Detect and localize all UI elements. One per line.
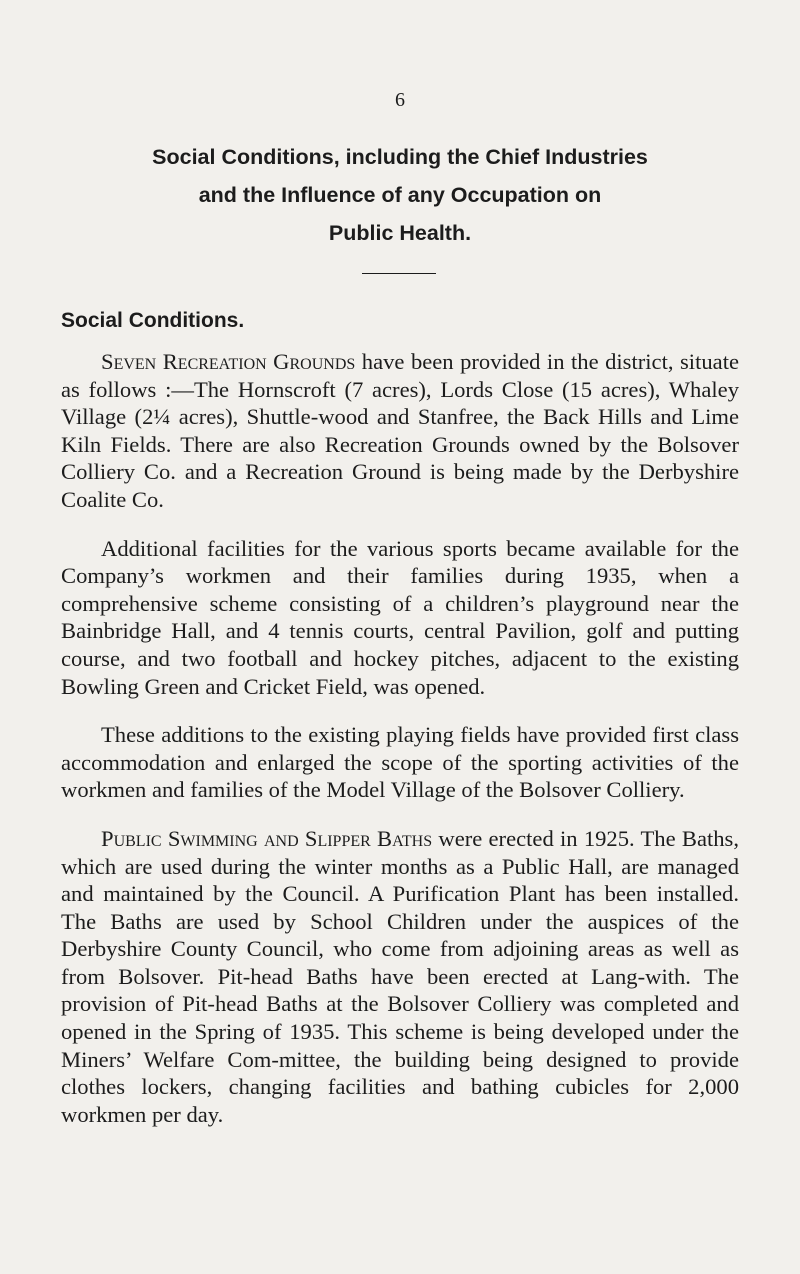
chapter-heading-line-2: and the Influence of any Occupation on (198, 183, 602, 207)
chapter-heading (70, 138, 730, 252)
divider-rule (362, 273, 436, 274)
paragraph-lead: Seven Recreation Grounds (101, 349, 356, 374)
chapter-heading-line-3: Public Health. (328, 221, 472, 245)
chapter-heading-line-1: Social Conditions, including the Chief Industries (152, 145, 648, 169)
section-title: Social Conditions. (61, 309, 245, 332)
paragraph-text: These additions to the existing playing fields have provided first class accommodation and enlarged the scope of the sporting activities of the workmen and families of the Model Village of the Bolsover Colliery. (61, 722, 739, 803)
paragraph-lead: Public Swimming and Slipper Baths (101, 825, 433, 851)
paragraph (61, 825, 739, 1129)
paragraph-text: Additional facilities for the various sports became available for the Company’s workmen and their families during 1935, when a comprehensive scheme consisting of a children’s playground near the Bainbridge Hall, and 4 tennis courts, central Pavilion, golf and putting course, and two football and hockey pitches, adjacent to the existing Bowling Green and Cricket Field, was opened. (61, 535, 739, 699)
paragraph (61, 535, 739, 701)
paragraph-text: were erected in 1925. The Baths, which are used during the winter months as a Public Hall, are managed and maintained by the Council. A Purification Plant has been installed. The Baths are used by School Children under the auspices of the Derbyshire County Council, who come from adjoining areas as well as from Bolsover. Pit-head Baths have been erected at Lang-with. The provision of Pit-head Baths at the Bolsover Colliery was completed and opened in the Spring of 1935. This scheme is being developed under the Miners’ Welfare Com-mittee, the building being designed to provide clothes lockers, changing facilities and bathing cubicles for 2,000 workmen per day. (61, 825, 739, 1127)
body-text (61, 348, 739, 1149)
page-number: 6 (395, 89, 405, 111)
paragraph (61, 348, 739, 514)
paragraph-text: have been provided in the district, situate as follows :—The Hornscroft (7 acres), Lords Close (15 acres), Whaley Village (2¼ acres), Shuttle-wood and Stanfree, the Back Hills and Lime Kiln Fields. There are also Recreation Grounds owned by the Bolsover Colliery Co. and a Recreation Ground is being made by the Derbyshire Coalite Co. (61, 349, 739, 512)
paragraph (61, 721, 739, 804)
